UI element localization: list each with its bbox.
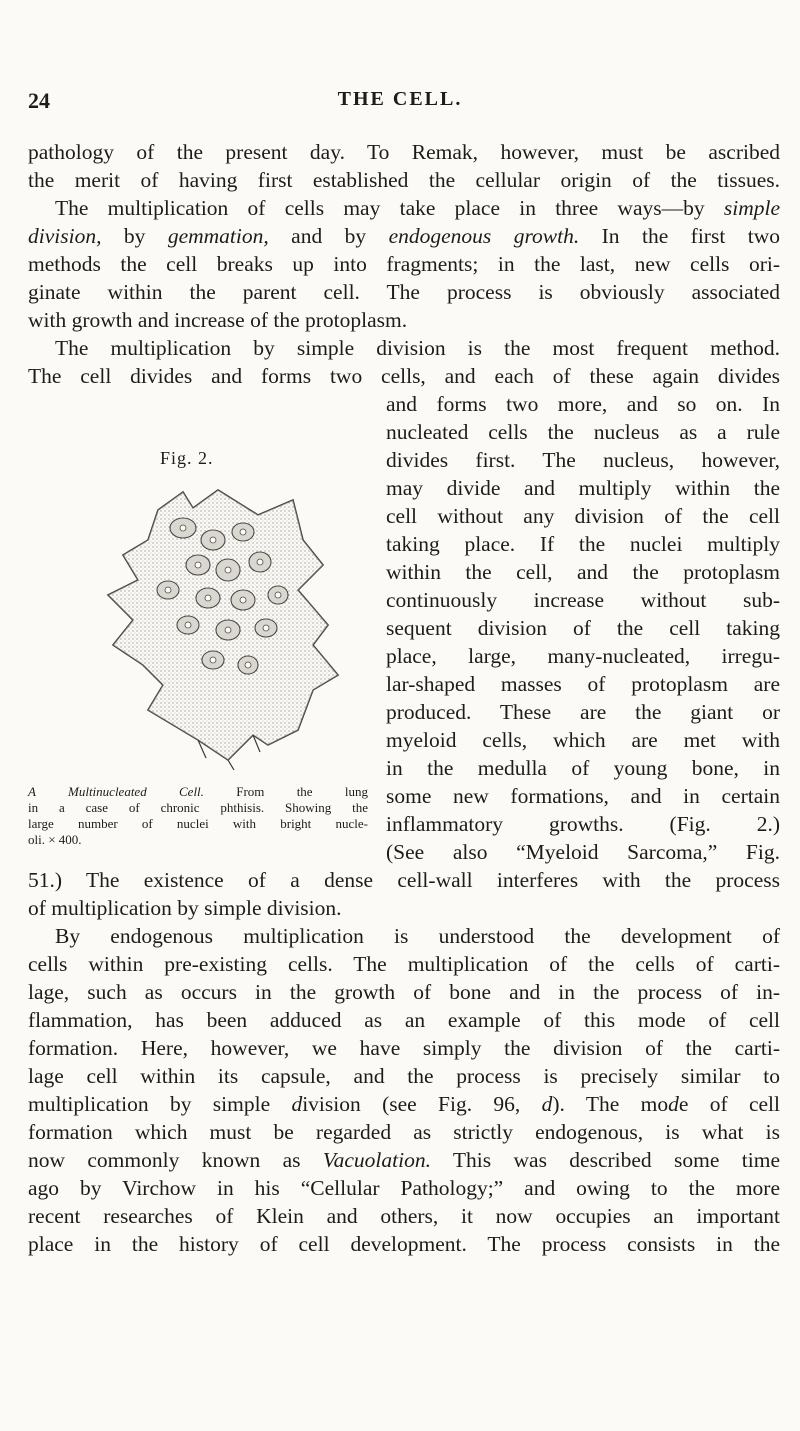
caption-line: oli. × 400. (28, 832, 82, 847)
figure-illustration (88, 470, 368, 770)
text-line: ginate within the parent cell. The process is obviously associated (28, 280, 780, 304)
italic-term: A Multinucleated Cell. (28, 784, 204, 799)
italic-term: endogenous growth. (388, 224, 580, 248)
text-line: sequent division of the cell taking (386, 616, 780, 640)
text-line: produced. These are the giant or (386, 700, 780, 724)
running-head: THE CELL. (337, 88, 463, 110)
text-line: lar-shaped masses of protoplasm are (386, 672, 780, 696)
italic-term: simple (723, 196, 780, 220)
text-line: taking place. If the nuclei multiply (386, 532, 780, 556)
text-line: inflammatory growths. (Fig. 2.) (386, 812, 780, 836)
italic-term: d (541, 1092, 553, 1116)
caption-line: A Multinucleated Cell. From the lung (28, 784, 368, 799)
text-line: lage cell within its capsule, and the process is precisely similar to (28, 1064, 780, 1088)
text-line: ago by Virchow in his “Cellular Pathology;” and owing to the more (28, 1176, 780, 1200)
text-line: The multiplication of cells may take place in three ways—by simple (55, 196, 780, 220)
text-line: within the cell, and the protoplasm (386, 560, 780, 584)
caption-line: in a case of chronic phthisis. Showing the (28, 800, 368, 815)
italic-term: d (668, 1092, 679, 1116)
text-line: By endogenous multiplication is understood the development of (55, 924, 780, 948)
text-line: with growth and increase of the protoplasm. (28, 308, 408, 332)
text-line: multiplication by simple division (see Fig. 96, d). The mode of cell (28, 1092, 780, 1116)
text-line: recent researches of Klein and others, it now occupies an important (28, 1204, 780, 1228)
text-line: 51.) The existence of a dense cell-wall interferes with the process (28, 868, 780, 892)
text-line: cells within pre-existing cells. The multiplication of the cells of carti- (28, 952, 780, 976)
text-line: some new formations, and in certain (386, 784, 780, 808)
text-line: in the medulla of young bone, in (386, 756, 780, 780)
text-line: methods the cell breaks up into fragments; in the last, new cells ori- (28, 252, 780, 276)
text-line: flammation, has been adduced as an example of this mode of cell (28, 1008, 780, 1032)
text-line: continuously increase without sub- (386, 588, 780, 612)
text-line: The cell divides and forms two cells, and each of these again divides (28, 364, 780, 388)
text-line: nucleated cells the nucleus as a rule (386, 420, 780, 444)
text-line: The multiplication by simple division is the most frequent method. (55, 336, 780, 360)
italic-term: Vacuolation. (322, 1148, 431, 1172)
italic-term: d (291, 1092, 303, 1116)
text-line: the merit of having first established the cellular origin of the tissues. (28, 168, 780, 192)
caption-line: large number of nuclei with bright nucle- (28, 816, 368, 831)
text-line: myeloid cells, which are met with (386, 728, 780, 752)
italic-term: division, (28, 224, 102, 248)
text-line: pathology of the present day. To Remak, however, must be ascribed (28, 140, 780, 164)
text-line: lage, such as occurs in the growth of bone and in the process of in- (28, 980, 780, 1004)
figure-caption (28, 784, 368, 848)
text-line: cell without any division of the cell (386, 504, 780, 528)
text-line: formation which must be regarded as strictly endogenous, is what is (28, 1120, 780, 1144)
text-line: may divide and multiply within the (386, 476, 780, 500)
text-line: now commonly known as Vacuolation. This was described some time (28, 1148, 780, 1172)
text-line: (See also “Myeloid Sarcoma,” Fig. (386, 840, 780, 864)
text-line: of multiplication by simple division. (28, 896, 342, 920)
multinucleated-cell-drawing (88, 470, 368, 770)
text-line: place in the history of cell development. The process consists in the (28, 1232, 780, 1256)
text-line: place, large, many-nucleated, irregu- (386, 644, 780, 668)
text-line: formation. Here, however, we have simply the division of the carti- (28, 1036, 780, 1060)
figure-label: Fig. 2. (160, 448, 214, 468)
text-line: and forms two more, and so on. In (386, 392, 780, 416)
text-line: division, by gemmation, and by endogenous growth. In the first two (28, 224, 780, 248)
text-line: divides first. The nucleus, however, (386, 448, 780, 472)
italic-term: gemmation, (167, 224, 269, 248)
page-header (0, 88, 800, 118)
page-number: 24 (28, 88, 50, 113)
